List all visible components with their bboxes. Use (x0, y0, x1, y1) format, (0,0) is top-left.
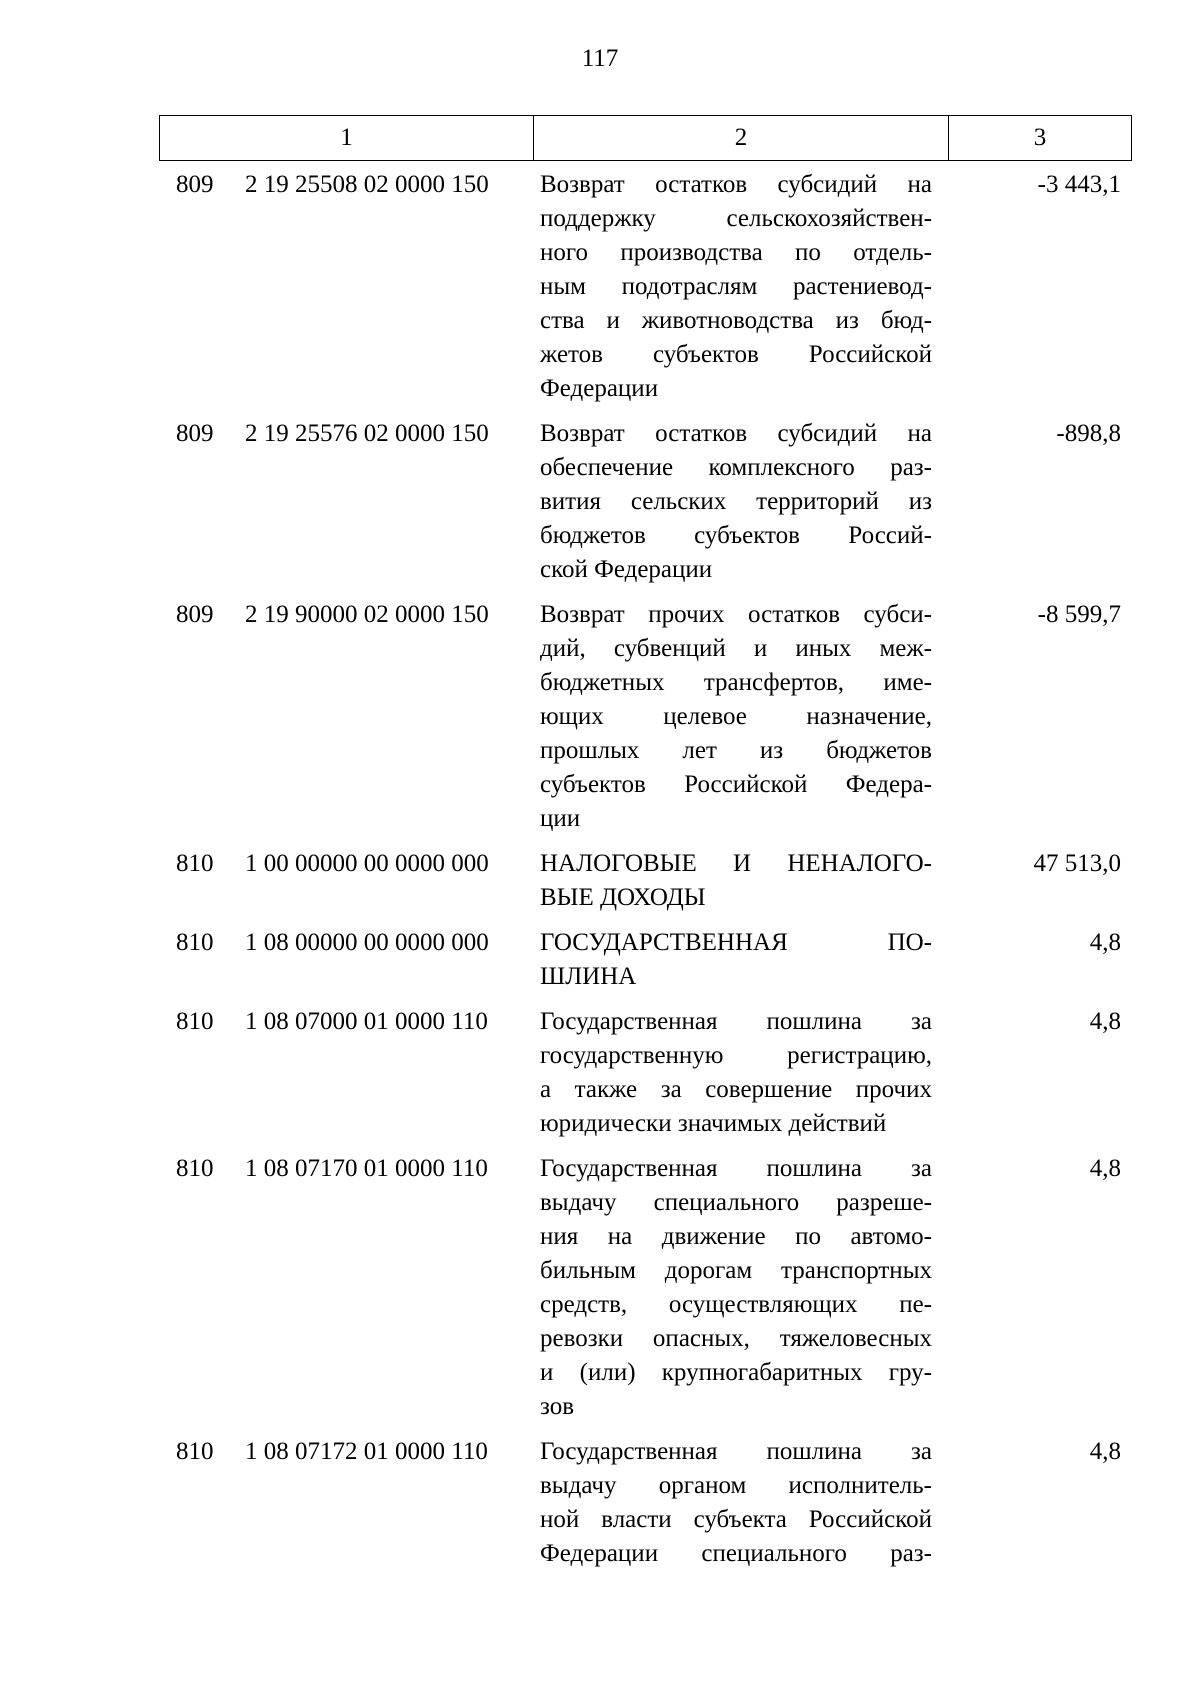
row-spacer (0, 1141, 1200, 1152)
amount-value: -898,8 (1056, 420, 1121, 447)
description-line: ВЫЕ ДОХОДЫ (540, 884, 706, 911)
description-line: ревозки опасных, тяжеловесных (540, 1325, 932, 1352)
admin-code: 810 (176, 1438, 214, 1465)
admin-code: 810 (176, 929, 214, 956)
description-line: бюджетных трансфертов, име- (540, 669, 932, 696)
description-line: ШЛИНА (540, 963, 637, 990)
admin-code: 810 (176, 1008, 214, 1035)
admin-code: 809 (176, 420, 214, 447)
description-line: и (или) крупногабаритных гру- (540, 1359, 932, 1386)
amount-value: -8 599,7 (1037, 601, 1121, 628)
header-col-3: 3 (1033, 124, 1047, 151)
table-header (159, 115, 1132, 161)
description-line: ции (540, 805, 581, 832)
income-description (540, 168, 932, 406)
description-line: ской Федерации (540, 556, 713, 583)
description-line: а также за совершение прочих (540, 1076, 932, 1103)
description-line: ства и животноводства из бюд- (540, 307, 932, 334)
amount-value: 4,8 (1089, 1438, 1121, 1465)
table-row (0, 598, 1200, 836)
table-row (0, 1152, 1200, 1424)
amount-value: 4,8 (1089, 929, 1121, 956)
description-line: ГОСУДАРСТВЕННАЯ ПО- (540, 929, 932, 956)
income-description (540, 847, 932, 915)
description-line: выдачу органом исполнитель- (540, 1472, 932, 1499)
description-line: государственную регистрацию, (540, 1042, 932, 1069)
amount-value: 4,8 (1089, 1155, 1121, 1182)
description-line: вития сельских территорий из (540, 488, 932, 515)
budget-classification-code: 2 19 25576 02 0000 150 (245, 420, 489, 447)
table-row (0, 926, 1200, 994)
row-spacer (0, 836, 1200, 847)
row-spacer (0, 1424, 1200, 1435)
description-line: ющих целевое назначение, (540, 703, 932, 730)
budget-classification-code: 2 19 90000 02 0000 150 (245, 601, 489, 628)
description-line: ным подотраслям растениевод- (540, 273, 932, 300)
table-row (0, 1005, 1200, 1141)
admin-code: 809 (176, 171, 214, 198)
budget-classification-code: 1 08 07172 01 0000 110 (245, 1438, 488, 1465)
description-line: зов (540, 1393, 575, 1420)
table-body (0, 168, 1200, 1571)
description-line: Государственная пошлина за (540, 1155, 932, 1182)
table-row (0, 1435, 1200, 1571)
admin-code: 810 (176, 1155, 214, 1182)
budget-classification-code: 2 19 25508 02 0000 150 (245, 171, 489, 198)
income-description (540, 1152, 932, 1424)
income-description (540, 926, 932, 994)
description-line: Государственная пошлина за (540, 1438, 932, 1465)
budget-classification-code: 1 00 00000 00 0000 000 (245, 850, 489, 877)
description-line: Возврат прочих остатков субси- (540, 601, 932, 628)
description-line: субъектов Российской Федера- (540, 771, 932, 798)
description-line: юридически значимых действий (540, 1110, 887, 1137)
budget-classification-code: 1 08 00000 00 0000 000 (245, 929, 489, 956)
budget-classification-code: 1 08 07170 01 0000 110 (245, 1155, 488, 1182)
row-spacer (0, 994, 1200, 1005)
description-line: Возврат остатков субсидий на (540, 171, 932, 198)
header-col-2: 2 (534, 116, 949, 160)
description-line: средств, осуществляющих пе- (540, 1291, 932, 1318)
description-line: выдачу специального разреше- (540, 1189, 932, 1216)
table-row (0, 168, 1200, 406)
description-line: Возврат остатков субсидий на (540, 420, 932, 447)
row-spacer (0, 915, 1200, 926)
description-line: Федерации специального раз- (540, 1540, 932, 1567)
row-spacer (0, 406, 1200, 417)
description-line: Федерации (540, 375, 659, 402)
description-line: обеспечение комплексного раз- (540, 454, 932, 481)
description-line: ния на движение по автомо- (540, 1223, 932, 1250)
description-line: НАЛОГОВЫЕ И НЕНАЛОГО- (540, 850, 932, 877)
description-line: поддержку сельскохозяйствен- (540, 205, 932, 232)
income-description (540, 1435, 932, 1571)
description-line: ной власти субъекта Российской (540, 1506, 932, 1533)
budget-classification-code: 1 08 07000 01 0000 110 (245, 1008, 488, 1035)
income-description (540, 1005, 932, 1141)
description-line: бюджетов субъектов Россий- (540, 522, 932, 549)
description-line: жетов субъектов Российской (540, 341, 932, 368)
amount-value: -3 443,1 (1037, 171, 1121, 198)
description-line: дий, субвенций и иных меж- (540, 635, 932, 662)
description-line: прошлых лет из бюджетов (540, 737, 932, 764)
amount-value: 4,8 (1089, 1008, 1121, 1035)
income-description (540, 417, 932, 587)
admin-code: 809 (176, 601, 214, 628)
income-description (540, 598, 932, 836)
table-row (0, 417, 1200, 587)
admin-code: 810 (176, 850, 214, 877)
row-spacer (0, 587, 1200, 598)
description-line: Государственная пошлина за (540, 1008, 932, 1035)
page-number: 117 (581, 45, 619, 72)
amount-value: 47 513,0 (1033, 850, 1121, 877)
description-line: бильным дорогам транспортных (540, 1257, 932, 1284)
table-row (0, 847, 1200, 915)
header-col-1: 1 (160, 116, 534, 160)
description-line: ного производства по отдель- (540, 239, 932, 266)
